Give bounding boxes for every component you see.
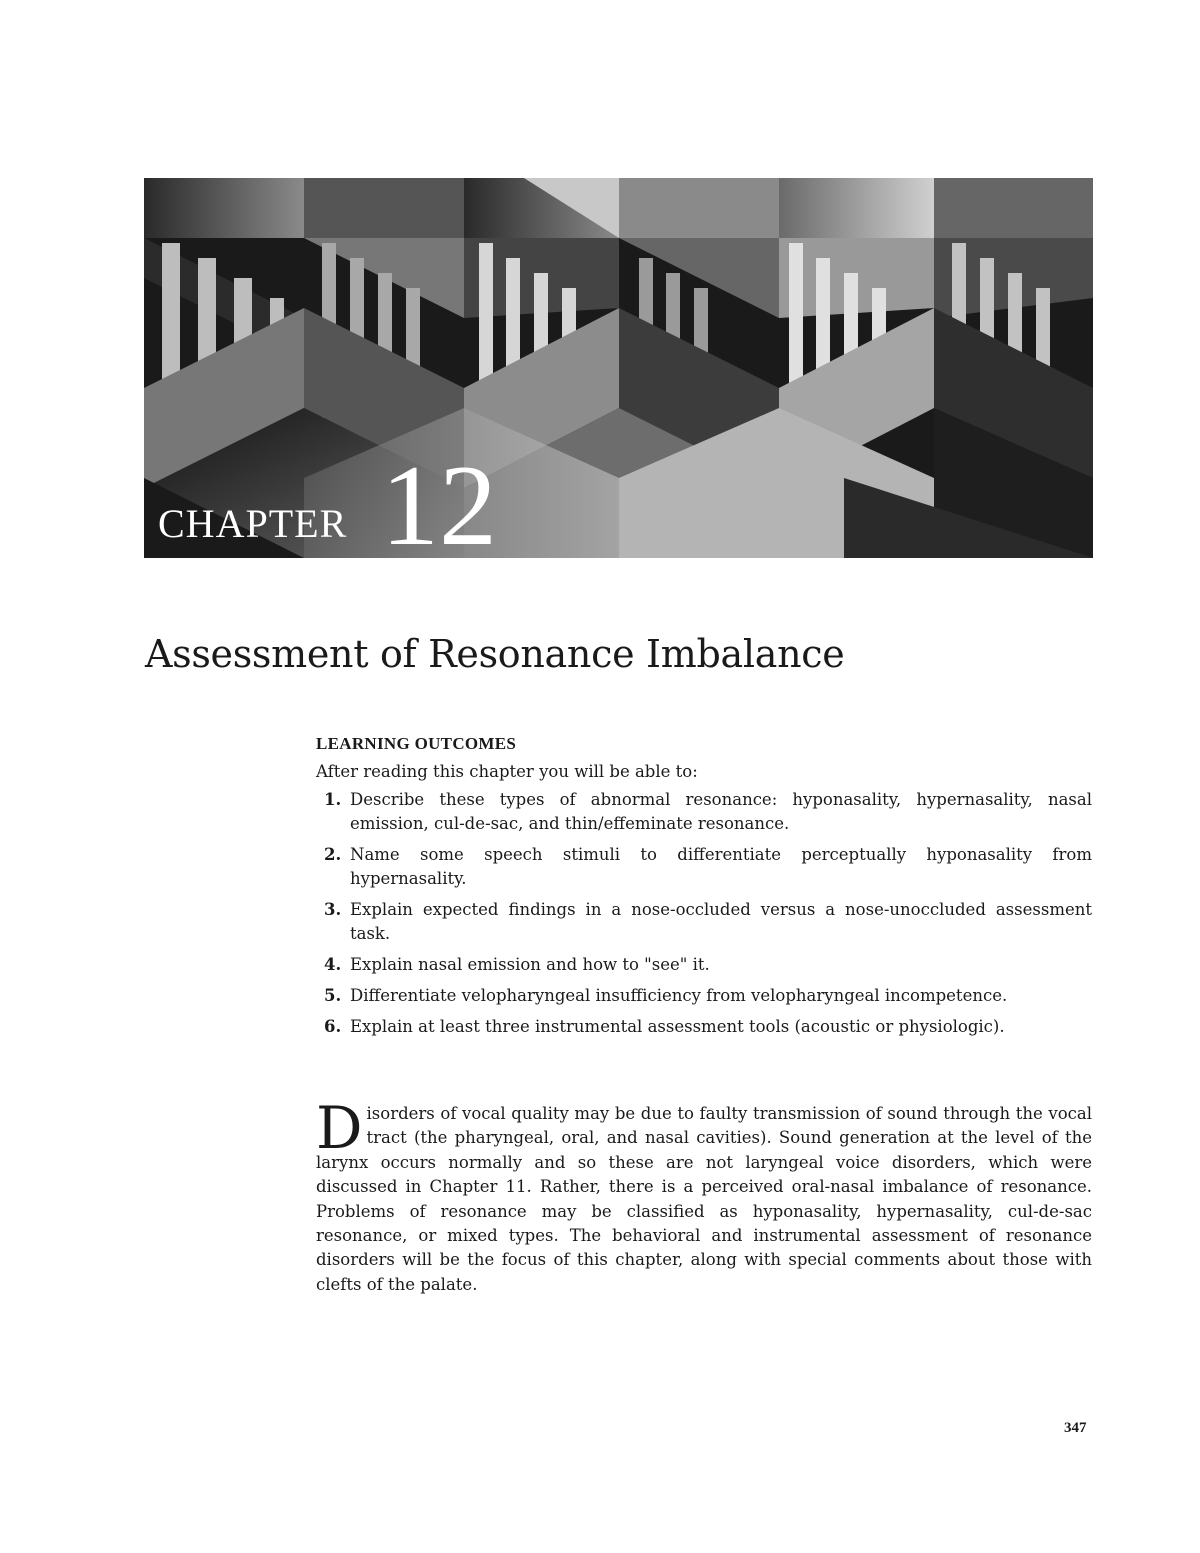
body-paragraph	[316, 1094, 1092, 1297]
list-item	[316, 953, 1092, 977]
list-item	[316, 1015, 1092, 1039]
chapter-number: 12	[381, 442, 497, 558]
chapter-label: CHAPTER	[158, 501, 348, 546]
learning-outcomes-intro: After reading this chapter you will be able to:	[316, 762, 698, 781]
list-item-text: Differentiate velopharyngeal insufficiency from velopharyngeal incompetence.	[350, 986, 1008, 1005]
page-title: Assessment of Resonance Imbalance	[145, 632, 845, 676]
page-number: 347	[1064, 1420, 1087, 1436]
list-item-text: Name some speech stimuli to differentiate perceptually hyponasality from hypernasality.	[350, 845, 1092, 888]
list-item-text: Describe these types of abnormal resonance: hyponasality, hypernasality, nasal emission, cul-de-sac, and thin/effeminate resonance.	[350, 790, 1092, 833]
list-item	[316, 788, 1092, 836]
list-item-text: Explain expected findings in a nose-occluded versus a nose-unoccluded assessment task.	[350, 900, 1092, 943]
list-item	[316, 898, 1092, 946]
learning-outcomes-list	[316, 788, 1092, 1039]
list-item-number: 5.	[324, 986, 342, 1005]
list-item-text: Explain at least three instrumental assessment tools (acoustic or physiologic).	[350, 1017, 1005, 1036]
list-item-text: Explain nasal emission and how to "see" it.	[350, 955, 710, 974]
body-paragraph-text: isorders of vocal quality may be due to faulty transmission of sound through the vocal tract (the pharyngeal, oral, and nasal cavities). Sound generation at the level of the larynx occurs normally and so these are not laryngeal voice disorders, which were discussed in Chapter 11. Rather, there is a perceived oral-nasal imbalance of resonance. Problems of resonance may be classified as hyponasality, hypernasality, cul-de-sac resonance, or mixed types. The behavioral and instrumental assessment of resonance disorders will be the focus of this chapter, along with special comments about those with clefts of the palate.	[316, 1104, 1092, 1294]
list-item	[316, 843, 1092, 891]
chapter-banner	[144, 178, 1093, 558]
learning-outcomes-heading: LEARNING OUTCOMES	[316, 734, 517, 753]
drop-cap: D	[316, 1094, 363, 1162]
list-item-number: 2.	[324, 845, 342, 864]
learning-outcomes	[316, 732, 1092, 1046]
list-item-number: 6.	[324, 1017, 342, 1036]
list-item	[316, 984, 1092, 1008]
list-item-number: 4.	[324, 955, 342, 974]
list-item-number: 3.	[324, 900, 342, 919]
list-item-number: 1.	[324, 790, 342, 809]
